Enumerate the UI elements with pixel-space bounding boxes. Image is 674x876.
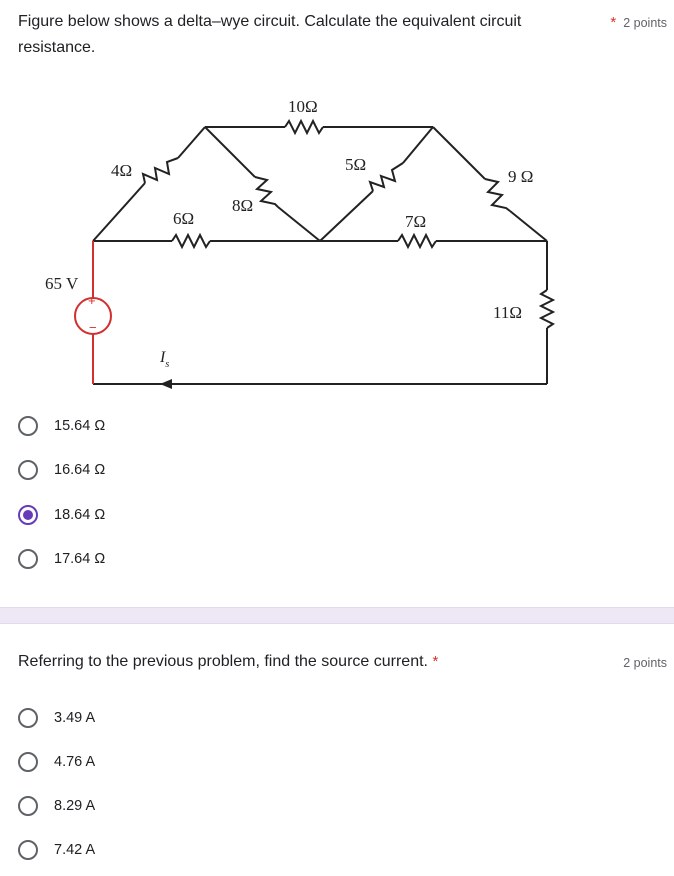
label-7ohm: 7Ω <box>405 212 427 231</box>
question-2-points: 2 points <box>623 656 667 670</box>
resistor-9 <box>485 179 510 211</box>
q2-option-4-radio[interactable] <box>18 840 38 860</box>
resistor-10 <box>285 121 323 133</box>
q1-option-3[interactable] <box>18 501 105 529</box>
wire-5-upper <box>403 127 433 163</box>
q1-option-4[interactable] <box>18 545 105 573</box>
current-arrow-icon <box>160 379 172 389</box>
points-label: 2 points <box>623 16 667 30</box>
q1-option-4-label: 17.64 Ω <box>54 551 106 567</box>
wire-5-lower <box>320 191 373 241</box>
label-current <box>159 349 169 370</box>
q2-option-1-radio[interactable] <box>18 708 38 728</box>
q2-option-2-label: 4.76 A <box>54 754 96 770</box>
current-symbol: I <box>160 349 166 366</box>
resistor-11 <box>541 290 553 328</box>
q2-option-2-radio[interactable] <box>18 752 38 772</box>
q1-option-1[interactable] <box>18 412 105 440</box>
label-8ohm: 8Ω <box>232 196 254 215</box>
question-1-title <box>18 9 588 61</box>
q2-option-3[interactable] <box>18 792 95 820</box>
wire-4-lower <box>93 183 145 241</box>
resistor-6 <box>172 235 210 247</box>
resistor-5 <box>370 163 403 191</box>
label-5ohm: 5Ω <box>345 155 367 174</box>
q1-option-2-radio[interactable] <box>18 460 38 480</box>
q1-option-2-label: 16.64 Ω <box>54 462 106 478</box>
wire-8-upper <box>205 127 255 177</box>
q1-option-3-label: 18.64 Ω <box>54 507 106 523</box>
question-1-title-line2: resistance. <box>18 39 96 56</box>
question-divider <box>0 607 674 624</box>
question-1-title-line1: Figure below shows a delta–wye circuit. Calculate the equivalent circuit <box>18 13 522 30</box>
label-6ohm: 6Ω <box>173 209 195 228</box>
current-subscript: s <box>165 359 170 370</box>
q1-option-4-radio[interactable] <box>18 549 38 569</box>
question-2-required-asterisk: * <box>432 653 439 670</box>
label-11ohm: 11Ω <box>493 303 523 322</box>
q2-option-1[interactable] <box>18 704 95 732</box>
q2-option-3-label: 8.29 A <box>54 798 96 814</box>
wire-9-upper <box>433 127 485 179</box>
q2-option-1-label: 3.49 A <box>54 710 96 726</box>
resistor-7 <box>398 235 436 247</box>
source-minus: − <box>89 320 97 335</box>
question-1-points <box>610 14 667 31</box>
q2-option-3-radio[interactable] <box>18 796 38 816</box>
q2-option-4[interactable] <box>18 836 95 864</box>
wire-4-upper <box>178 127 205 158</box>
q1-option-1-radio[interactable] <box>18 416 38 436</box>
label-4ohm: 4Ω <box>111 161 133 180</box>
q1-option-2[interactable] <box>18 456 105 484</box>
required-asterisk: * <box>610 14 617 31</box>
label-65v: 65 V <box>45 274 79 293</box>
label-9ohm: 9 Ω <box>508 167 534 186</box>
wire-8-lower <box>278 207 320 241</box>
source-plus: + <box>88 293 96 308</box>
q2-option-4-label: 7.42 A <box>54 842 96 858</box>
question-2-title <box>18 649 438 675</box>
resistor-8 <box>255 177 278 207</box>
q2-option-2[interactable] <box>18 748 95 776</box>
resistor-4 <box>143 158 178 183</box>
q1-option-3-radio[interactable] <box>18 505 38 525</box>
circuit-diagram <box>0 70 674 400</box>
question-2-title-text: Referring to the previous problem, find the source current. <box>18 653 428 670</box>
wire-9-lower <box>510 211 547 241</box>
q1-option-1-label: 15.64 Ω <box>54 418 106 434</box>
label-10ohm: 10Ω <box>288 97 318 116</box>
